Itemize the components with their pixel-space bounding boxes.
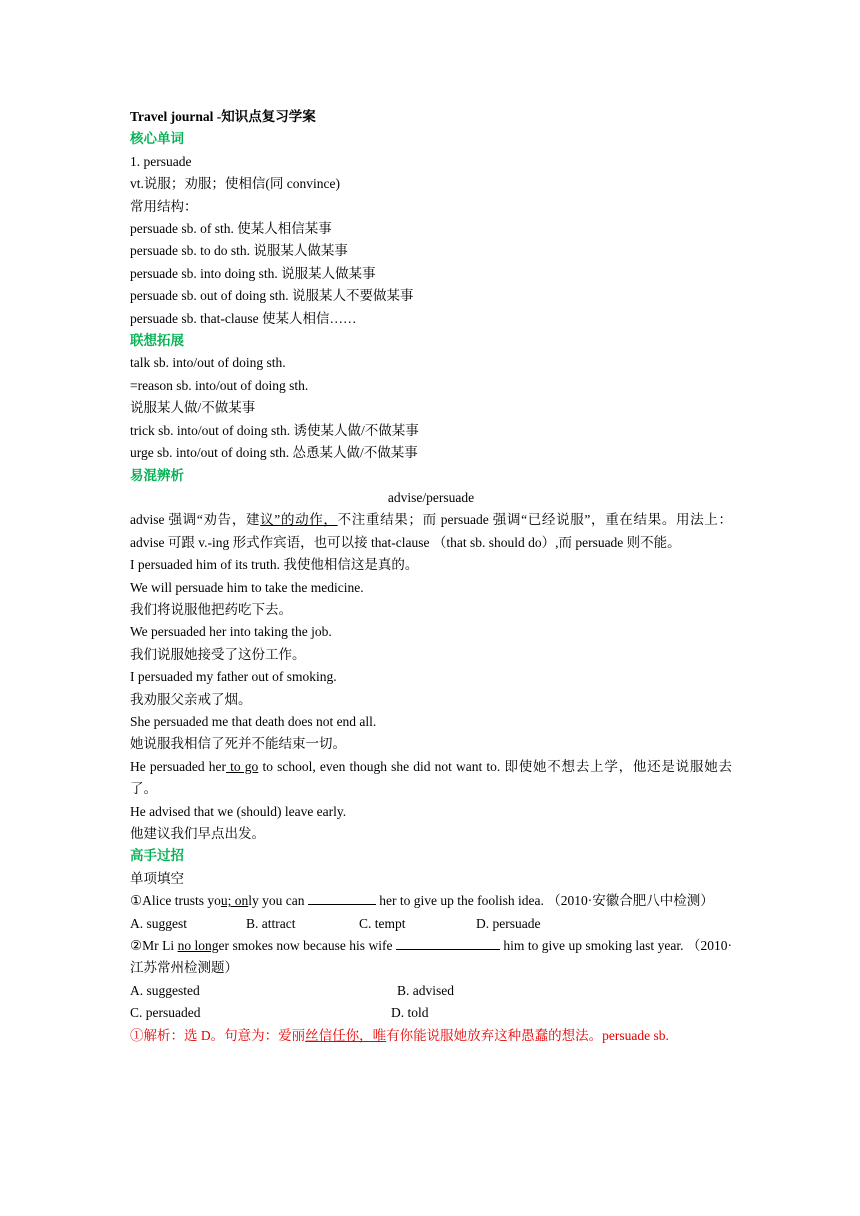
q2-options-row-2 (130, 1002, 732, 1024)
example-line: 他建议我们早点出发。 (130, 826, 265, 841)
assoc-line: urge sb. into/out of doing sth. 怂恿某人做/不做某事 (130, 445, 418, 461)
answer-explanation (130, 1025, 732, 1047)
structure-line: persuade sb. into doing sth. 说服某人做某事 (130, 265, 376, 281)
document-title: Travel journal -知识点复习学案 (130, 109, 316, 124)
structure-line: persuade sb. out of doing sth. 说服某人不要做某事 (130, 288, 414, 304)
example-text-a: He persuaded her (130, 758, 226, 774)
comparison-text-b: 不注重结果；而 persuade 强调“已经说服”，重在结果。用法上：advise 可跟 v.-ing 形式作宾语，也可以接 that-clause （that sb. should do）,而 persuade 则不能。 (130, 512, 732, 550)
example-text-b: to school, even though she did not want to. 即使她不想去上学，他还是说服她去了。 (130, 758, 732, 797)
q2-option-a[interactable]: A. suggested (130, 982, 200, 998)
question-1 (130, 890, 732, 912)
section-core-words: 核心单词 (130, 131, 184, 147)
section-association: 联想拓展 (130, 333, 184, 349)
q1-options (130, 913, 732, 935)
q2-text-b: er smokes now because his wife (218, 938, 396, 954)
example-line: She persuaded me that death does not end all. (130, 713, 377, 729)
assoc-line: 说服某人做/不做某事 (130, 400, 256, 416)
assoc-line: talk sb. into/out of doing sth. (130, 355, 286, 371)
q2-text-underlined: no long (177, 938, 219, 954)
example-paragraph (130, 756, 732, 801)
question-2 (130, 935, 732, 980)
quiz-label: 单项填空 (130, 870, 184, 886)
example-line: 她说服我相信了死并不能结束一切。 (130, 736, 346, 752)
assoc-line: trick sb. into/out of doing sth. 诱使某人做/不做某事 (130, 422, 419, 438)
q1-option-d[interactable]: D. persuade (476, 915, 541, 931)
q2-text-a: ②Mr Li (130, 938, 178, 954)
example-line: 我们说服她接受了这份工作。 (130, 646, 306, 662)
q2-text-c: him to give up smoking last year. （2010·江苏常州检测题） (130, 938, 732, 976)
document-body (130, 106, 732, 1047)
comparison-paragraph (130, 509, 732, 554)
q1-option-a[interactable]: A. suggest (130, 915, 187, 931)
example-line: We will persuade him to take the medicine. (130, 579, 364, 595)
structure-line: persuade sb. of sth. 使某人相信某事 (130, 221, 332, 237)
example-line: 我劝服父亲戒了烟。 (130, 691, 252, 707)
example-line: I persuaded him of its truth. 我使他相信这是真的。 (130, 557, 419, 573)
comparison-text-a: advise 强调“劝告，建 (130, 512, 261, 528)
q1-answer-blank[interactable] (308, 891, 376, 905)
q1-text-c: her to give up the foolish idea. （2010·安徽合肥八中检测） (375, 893, 714, 909)
q2-option-d[interactable]: D. told (391, 1005, 429, 1021)
example-line: I persuaded my father out of smoking. (130, 669, 337, 685)
comparison-text-underlined: 议”的动作， (260, 512, 338, 528)
answer-text-underlined: 丝信任你，唯 (305, 1027, 387, 1043)
structure-line: persuade sb. to do sth. 说服某人做某事 (130, 243, 348, 259)
q1-text-a: ①Alice trusts yo (130, 893, 221, 909)
assoc-line: =reason sb. into/out of doing sth. (130, 377, 309, 393)
q2-options-row-1 (130, 980, 732, 1002)
example-line: He advised that we (should) leave early. (130, 803, 347, 819)
structure-label: 常用结构： (130, 198, 198, 214)
q2-answer-blank[interactable] (396, 936, 500, 950)
section-practice: 高手过招 (130, 848, 184, 864)
structure-line: persuade sb. that-clause 使某人相信…… (130, 310, 357, 326)
section-comparison: 易混辨析 (130, 467, 184, 483)
q1-text-b: ly you can (248, 893, 308, 909)
example-line: We persuaded her into taking the job. (130, 624, 332, 640)
q2-option-b[interactable]: B. advised (397, 982, 454, 998)
word-head: 1. persuade (130, 153, 192, 169)
answer-text-a: ①解析：选 D。句意为：爱丽 (130, 1027, 306, 1043)
q1-text-underlined: u; on (220, 893, 249, 909)
q1-option-b[interactable]: B. attract (246, 915, 296, 931)
word-definition: vt.说服；劝服；使相信(同 convince) (130, 176, 340, 192)
q2-option-c[interactable]: C. persuaded (130, 1005, 201, 1021)
q1-option-c[interactable]: C. tempt (359, 915, 406, 931)
example-text-underlined: to go (226, 758, 259, 774)
answer-text-b: 有你能说服她放弃这种愚蠢的想法。persuade sb. (386, 1027, 669, 1043)
example-line: 我们将说服他把药吃下去。 (130, 601, 292, 617)
comparison-heading: advise/persuade (387, 489, 475, 505)
